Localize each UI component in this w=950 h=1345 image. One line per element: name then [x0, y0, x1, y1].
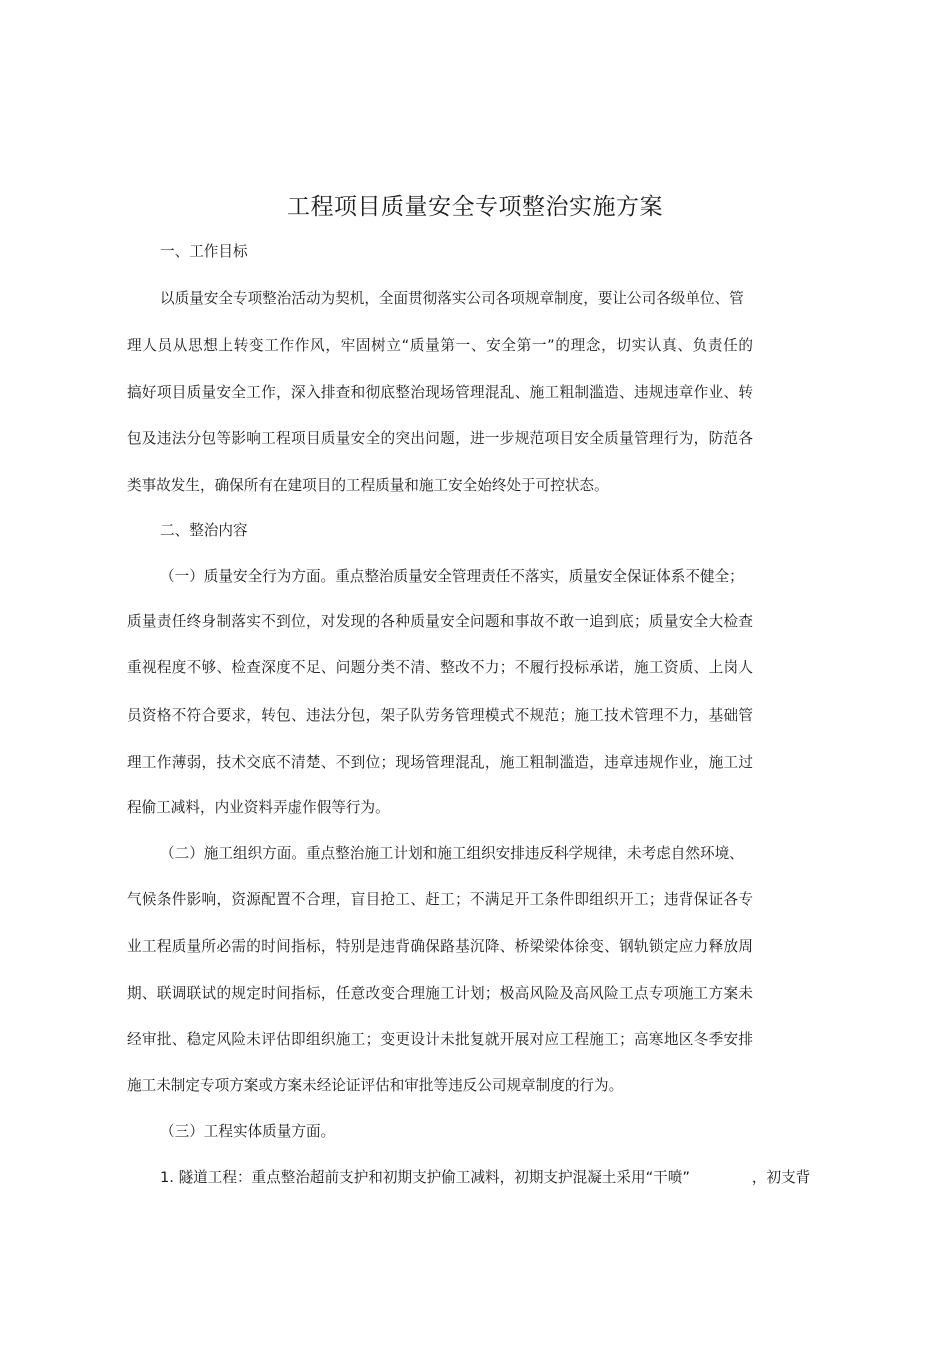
paragraph-line: 施工未制定专项方案或方案未经论证评估和审批等违反公司规章制度的行为。 [127, 1077, 624, 1094]
paragraph-line: 理工作薄弱，技术交底不清楚、不到位；现场管理混乱，施工粗制滥造，违章违规作业，施工过 [127, 754, 753, 771]
paragraph-line: 气候条件影响，资源配置不合理，盲目抢工、赶工；不满足开工条件即组织开工；违背保证各专 [127, 891, 753, 908]
list-item-text-continued: ，初支背 [751, 1169, 811, 1186]
paragraph-line: 质量责任终身制落实不到位，对发现的各种质量安全问题和事故不敢一追到底；质量安全大检查 [127, 613, 753, 630]
paragraph-line: 期、联调联试的规定时间指标，任意改变合理施工计划；极高风险及高风险工点专项施工方案未 [127, 985, 753, 1002]
paragraph-line: 程偷工减料，内业资料弄虚作假等行为。 [127, 799, 390, 816]
subsection-heading-quality: （三）工程实体质量方面。 [160, 1123, 336, 1140]
list-item-tunnel [160, 1167, 810, 1189]
paragraph-line: 重视程度不够、检查深度不足、问题分类不清、整改不力；不履行投标承诺，施工资质、上岗人 [127, 659, 753, 676]
section-heading-content: 二、整治内容 [160, 522, 248, 539]
paragraph-line: 员资格不符合要求，转包、违法分包，架子队劳务管理模式不规范；施工技术管理不力，基础管 [127, 707, 753, 724]
section-heading-goals: 一、工作目标 [160, 243, 248, 260]
paragraph-line: 包及违法分包等影响工程项目质量安全的突出问题，进一步规范项目安全质量管理行为，防范各 [127, 430, 753, 447]
paragraph-line: 搞好项目质量安全工作，深入排查和彻底整治现场管理混乱、施工粗制滥造、违规违章作业、转 [127, 384, 753, 401]
paragraph-line: 经审批、稳定风险未评估即组织施工；变更设计未批复就开展对应工程施工；高寒地区冬季安排 [127, 1031, 753, 1048]
paragraph-line: （一）质量安全行为方面。重点整治质量安全管理责任不落实，质量安全保证体系不健全； [160, 568, 744, 585]
paragraph-line: 类事故发生，确保所有在建项目的工程质量和施工安全始终处于可控状态。 [127, 477, 609, 494]
list-item-text: 1. 隧道工程：重点整治超前支护和初期支护偷工减料，初期支护混凝土采用“干喷” [160, 1169, 690, 1186]
paragraph-line: （二）施工组织方面。重点整治施工计划和施工组织安排违反科学规律，未考虑自然环境、 [160, 845, 744, 862]
paragraph-line: 业工程质量所必需的时间指标，特别是违背确保路基沉降、桥梁梁体徐变、钢轨锁定应力释放周 [127, 938, 753, 955]
paragraph-line: 理人员从思想上转变工作作风，牢固树立“质量第一、安全第一”的理念，切实认真、负责任的 [127, 337, 753, 354]
paragraph-line: 以质量安全专项整治活动为契机，全面贯彻落实公司各项规章制度，要让公司各级单位、管 [160, 290, 744, 307]
document-title: 工程项目质量安全专项整治实施方案 [287, 194, 663, 220]
